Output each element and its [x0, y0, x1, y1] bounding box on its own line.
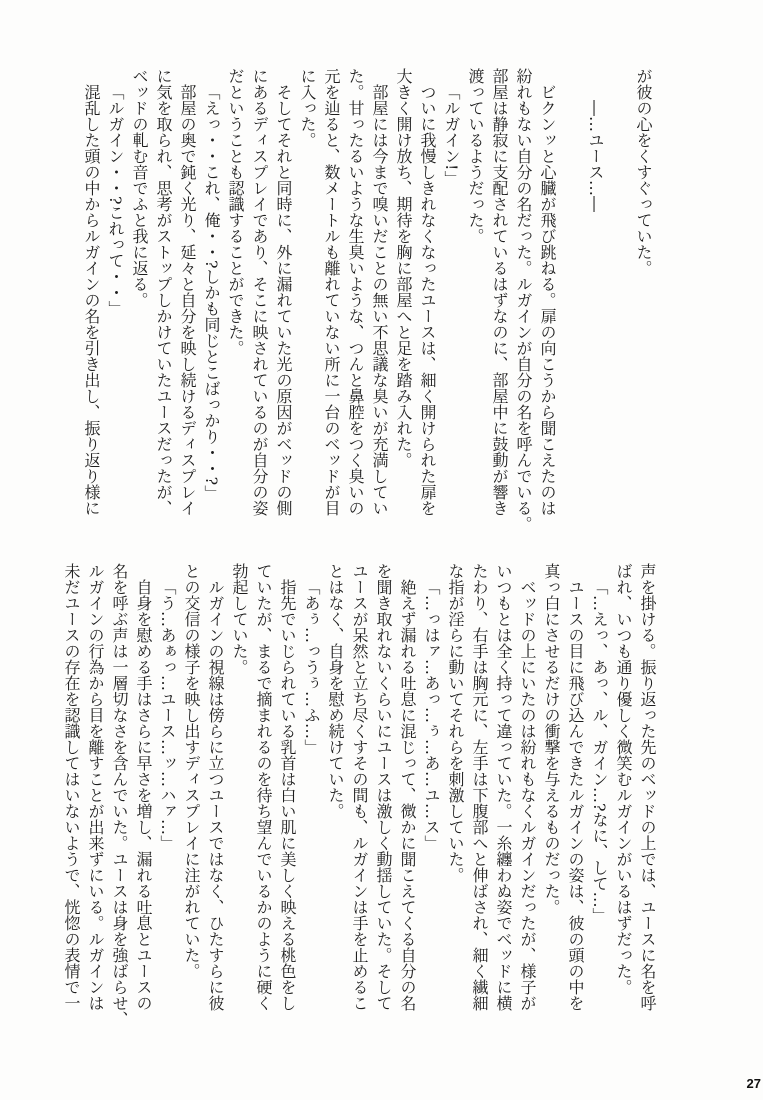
text-line: にあるディスプレイであり、そこに映されているのが自分の姿	[250, 68, 269, 516]
text-line: との交信の様子を映し出すディスプレイに注がれていた。	[182, 563, 201, 979]
text-line: 絶えず漏れる吐息に混じって、微かに聞こえてくる自分の名	[398, 579, 417, 1011]
text-line: そしてそれと同時に、外に漏れていた光の原因がベッドの側	[274, 84, 293, 516]
text-line: 「う…あぁっ…ユース…ッ…ハァ…」	[158, 579, 177, 851]
text-line: に入った。	[298, 68, 317, 148]
text-line: ばれ、いつも通り優しく微笑むルガインがいるはずだった。	[614, 563, 633, 995]
text-line: ルガインの視線は傍らに立つユースではなく、ひたすらに彼	[206, 579, 225, 1011]
text-line: 部屋は静寂に支配されているはずなのに、部屋中に鼓動が響き	[490, 68, 509, 516]
text-line: ルガインの行為から目を離すことが出来ずにいる。ルガインは	[86, 563, 105, 1011]
text-line: ついに我慢しきれなくなったユースは、細く開けられた扉を	[418, 84, 437, 516]
text-line: が彼の心をくすぐっていた。	[634, 68, 653, 276]
text-line: 渡っているようだった。	[466, 68, 485, 244]
page-number: 27	[746, 1076, 761, 1091]
text-line: 紛れもない自分の名だった。ルガインが自分の名を呼んでいる。	[514, 68, 533, 532]
text-line: 混乱した頭の中からルガインの名を引き出し、振り返り様に	[82, 84, 101, 516]
text-line: ビクンッと心臓が飛び跳ねる。扉の向こうから聞こえたのは	[538, 84, 557, 516]
text-line: た。甘ったるいような生臭いような、つんと鼻腔をつく臭いの	[346, 68, 365, 516]
text-line: たわり、右手は胸元に、左手は下腹部へと伸ばされ、細く繊細	[470, 563, 489, 1011]
text-line: 「ルガイン!」	[442, 84, 461, 187]
text-line: 大きく開け放ち、期待を胸に部屋へと足を踏み入れた。	[394, 68, 413, 468]
text-line: 部屋には今まで嗅いだことの無い不思議な臭いが充満してい	[370, 84, 389, 516]
text-line: いつもとは全く持って違っていた。一糸纏わぬ姿でベッドに横	[494, 563, 513, 1011]
blank-line	[607, 68, 631, 546]
vertical-text-block-top	[79, 68, 655, 546]
text-line: 「…えっ、あっ、ル、ガイン…?なに、して…」	[590, 579, 609, 924]
text-line: 真っ白にさせるだけの衝撃を与えるものだった。	[542, 563, 561, 915]
text-line: 「…っはァ…あっ…ぅ…あ…ユ…ス」	[422, 579, 441, 851]
text-line: 勃起していた。	[230, 563, 249, 675]
text-line: 指先でいじられている乳首は白い肌に美しく映える桃色をし	[278, 579, 297, 1011]
text-line: 「あぅ…っうぅ…ふ…」	[302, 579, 321, 755]
text-line: ていたが、まるで摘まれるのを待ち望んでいるかのように硬く	[254, 563, 273, 1011]
vertical-text-block-bottom	[59, 563, 659, 1057]
text-line: 未だユースの存在を認識してはいないようで、恍惚の表情で一	[62, 563, 81, 1011]
text-line: に気を取られ、思考がストップしかけていたユースだったが、	[154, 68, 173, 516]
text-line: な指が淫らに動いてそれらを刺激していた。	[446, 563, 465, 883]
text-line: 部屋の奥で鈍く光り、延々と自分を映し続けるディスプレイ	[178, 84, 197, 516]
text-line: だということも認識することができた。	[226, 68, 245, 356]
text-line: 「えっ・・これ、俺・・?しかも同じとこばっかり・・?」	[202, 84, 221, 502]
text-line: 名を呼ぶ声は一層切なさを含んでいた。ユースは身を強ばらせ、	[110, 563, 129, 1027]
text-line: ベッドの軋む音でふと我に返る。	[130, 68, 149, 308]
text-line: 自身を慰める手はさらに早さを増し、漏れる吐息とユースの	[134, 579, 153, 1011]
text-line: ―…ユース…―	[586, 100, 605, 212]
text-line: とはなく、自身を慰め続けていた。	[326, 563, 345, 819]
text-line: 「ルガイン・・?これって・・」	[106, 84, 125, 317]
text-line: 元を辿ると、数メートルも離れていない所に一台のベッドが目	[322, 68, 341, 516]
text-line: ベッドの上にいたのは紛れもなくルガインだったが、様子が	[518, 579, 537, 1011]
text-line: ユースの目に飛び込んできたルガインの姿は、彼の頭の中を	[566, 579, 585, 1011]
text-line: 声を掛ける。振り返った先のベッドの上では、ユースに名を呼	[638, 563, 657, 1011]
text-line: を聞き取れないくらいにユースは激しく動揺していた。そして	[374, 563, 393, 1011]
blank-line	[559, 68, 583, 546]
text-line: ユースが呆然と立ち尽くすその間も、ルガインは手を止めるこ	[350, 563, 369, 1011]
